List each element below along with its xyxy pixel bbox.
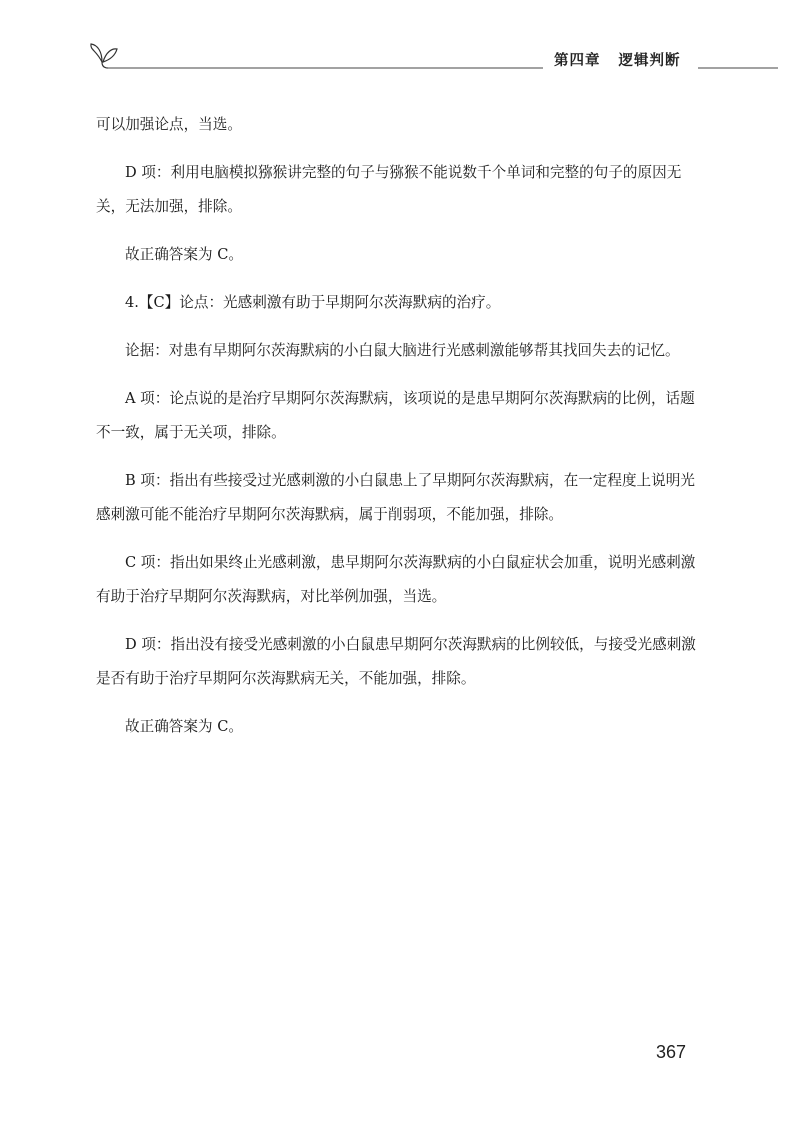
page-number: 367 [656,1042,687,1062]
answer-q4: 故正确答案为 C。 [125,718,243,735]
chapter-number: 第四章 [554,53,601,69]
option-d-explanation-q3: D 项：利用电脑模拟猕猴讲完整的句子与猕猴不能说数千个单词和完整的句子的原因无关，无法加强，排除。 [96,164,682,215]
answer-q3: 故正确答案为 C。 [125,246,243,263]
chapter-title [548,49,687,70]
option-d-explanation-q4: D 项：指出没有接受光感刺激的小白鼠患早期阿尔茨海默病的比例较低，与接受光感刺激是否有助于治疗早期阿尔茨海默病无关，不能加强，排除。 [96,636,696,687]
option-c-explanation: C 项：指出如果终止光感刺激，患早期阿尔茨海默病的小白鼠症状会加重，说明光感刺激有助于治疗早期阿尔茨海默病，对比举例加强，当选。 [96,554,696,605]
option-a-explanation: A 项：论点说的是治疗早期阿尔茨海默病，该项说的是患早期阿尔茨海默病的比例，话题不一致，属于无关项，排除。 [96,390,695,441]
running-header [88,40,778,76]
question-4-argument: 论据：对患有早期阿尔茨海默病的小白鼠大脑进行光感刺激能够帮其找回失去的记忆。 [125,342,680,359]
paragraph-continuation: 可以加强论点，当选。 [96,116,242,133]
question-4-thesis: 4.【C】论点：光感刺激有助于早期阿尔茨海默病的治疗。 [125,294,501,311]
page-body [96,108,696,758]
option-b-explanation: B 项：指出有些接受过光感刺激的小白鼠患上了早期阿尔茨海默病，在一定程度上说明光感刺激可能不能治疗早期阿尔茨海默病，属于削弱项，不能加强，排除。 [96,472,695,523]
chapter-name: 逻辑判断 [618,53,681,69]
